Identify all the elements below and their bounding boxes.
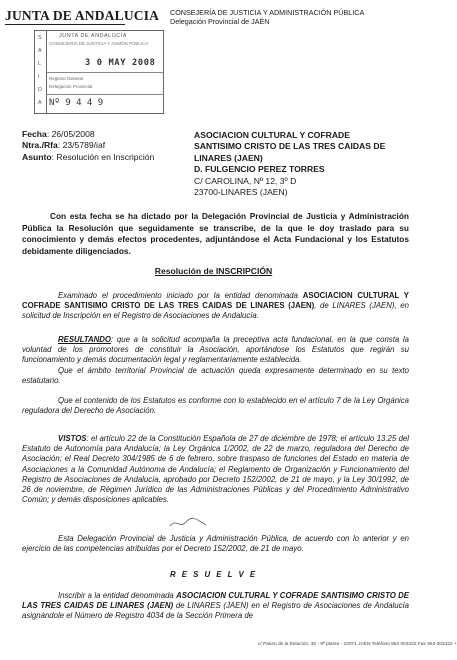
- fecha-label: Fecha: [22, 129, 47, 139]
- recipient-street: C/ CAROLINA, Nº 12, 3º D: [194, 175, 297, 186]
- asunto-value: : Resolución en Inscripción: [51, 151, 155, 162]
- delegacion-name: Delegación Provincial de JAÉN: [170, 16, 270, 26]
- paragraph-vistos: [22, 434, 409, 505]
- recipient-name: D. FULGENCIO PEREZ TORRES: [194, 164, 325, 175]
- recipient-line: SANTISIMO CRISTO DE LAS TRES CAIDAS DE: [194, 141, 386, 152]
- document-meta: [22, 129, 154, 163]
- intro-paragraph: Con esta fecha se ha dictado por la Delegación Provincial de Justicia y Administración Pública la Resolución que seguidamente se transcribe, de la que le doy traslado para su conocimiento y demás efectos procedentes, adjuntándose el Acta Fundacional y los Estatutos debidamente diligenciados.: [22, 211, 409, 256]
- stamp-divider: [46, 94, 163, 95]
- footer-address: c/ Paseo de la Estación, 30 - 9ª planta - 23071 JAÉN Teléfono 953 003432 Fax 953 003432 +: [258, 642, 457, 647]
- vistos-label: VISTOS: [58, 434, 87, 443]
- paragraph-ambito: Que el ámbito territorial Provincial de actuación queda expresamente determinado en su texto estatutario.: [22, 366, 409, 386]
- registro-stamp: [34, 30, 164, 114]
- p7-text-end: de LINARES (JAEN) en el Registro de Asociaciones de Andalucía asignándole el Número de Registro 4034 de la Sección Primera de: [22, 601, 409, 621]
- resuelve-heading: R E S U E L V E: [169, 570, 258, 579]
- stamp-date: 3 0 MAY 2008: [85, 58, 156, 68]
- resultando-text: : que a la solicitud acompaña la preceptiva acta fundacional, en la que consta la voluntad de los promotores de constituir la Asociación, aportándose los Estatutos que regirán su funcionamiento y demás documentación legal y reglamentariamente establecida.: [22, 335, 409, 365]
- stamp-registro-general: Registro General: [49, 76, 84, 81]
- stamp-letter: S: [38, 35, 42, 41]
- junta-logo: JUNTA DE ANDALUCIA: [5, 8, 160, 23]
- vistos-text: : el artículo 22 de la Constitución Española de 27 de diciembre de 1978; el artículo 13.25 del Estatuto de Autonomía para Andalucía; la Ley Orgánica 1/2002, de 22 de marzo, reguladora del Derecho de Asociación; el Real Decreto 304/1985 de 6 de febrero, sobre traspaso de funciones del Estado en materia de Asociaciones a la Comunidad Autónoma de Andalucía; el Reglamento de Organización y Funcionamiento del Registro de Asociaciones de Andalucía, aprobado por Decreto 152/2002, de 21 de mayo, y la Ley 30/1992, de 26 de noviembre, de Régimen Jurídico de las Administraciones Públicas y del Procedimiento Administrativo Común; y demás disposiciones aplicables.: [22, 434, 409, 505]
- stamp-divider: [46, 72, 163, 73]
- signature-scribble-icon: [168, 516, 208, 530]
- resultando-label: RESULTANDO: [58, 335, 111, 344]
- stamp-letter: L: [38, 61, 42, 67]
- stamp-letter: A: [38, 100, 42, 106]
- paragraph-contenido: Que el contenido de los Estatutos es conforme con lo establecido en el artículo 7 de la Ley Orgánica reguladora del Derecho de Asociación.: [22, 396, 409, 416]
- stamp-top-text: JUNTA DE ANDALUCIA: [59, 33, 127, 39]
- recipient-line: LINARES (JAEN): [194, 152, 263, 163]
- paragraph-delegacion: Esta Delegación Provincial de Justicia y Administración Pública, de acuerdo con lo anterior y en ejercicio de las competencias atribuidas por el Decreto 152/2002, de 21 de mayo.: [22, 534, 409, 554]
- recipient-line: ASOCIACION CULTURAL Y COFRADE: [194, 130, 350, 140]
- fecha-value: : 26/05/2008: [46, 129, 95, 139]
- stamp-number: Nº 9 4 4 9: [49, 98, 104, 108]
- header-consejeria: [170, 9, 364, 26]
- consejeria-name: CONSEJERÍA DE JUSTICIA Y ADMINISTRACIÓN PÚBLICA: [170, 8, 365, 17]
- logo-rule: [5, 24, 125, 25]
- resolution-title: Resolución de INSCRIPCIÓN: [154, 266, 273, 276]
- paragraph-inscribir: [22, 591, 409, 622]
- stamp-letter: A: [38, 48, 42, 54]
- stamp-registro-delegacion: Delegación Provincial: [49, 84, 93, 89]
- recipient-city: 23700-LINARES (JAEN): [194, 187, 288, 198]
- ref-value: : 23/5789/iaf: [57, 140, 106, 151]
- asunto-label: Asunto: [22, 151, 52, 162]
- stamp-letter: I: [38, 74, 40, 80]
- p1-text: Examinado el procedimiento iniciado por la entidad denominada: [58, 291, 303, 300]
- p7-entity: ASOCIACION CULTURAL Y COFRADE SANTISIMO CRISTO DE LAS TRES CAIDAS DE LINARES (JAEN): [22, 591, 410, 611]
- p7-text: Inscribir a la entidad denominada: [58, 591, 177, 600]
- paragraph-resultando: [22, 335, 409, 366]
- p1-entity: ASOCIACION CULTURAL Y COFRADE SANTISIMO CRISTO DE LAS TRES CAIDAS DE LINARES (JAEN): [22, 291, 409, 311]
- stamp-letter: D: [38, 87, 42, 93]
- ref-label: Ntra./Rfa: [22, 140, 58, 151]
- recipient-address: [194, 130, 385, 198]
- stamp-sub-text: CONSEJERÍA DE JUSTICIA Y ADMÓN PÚBLICA: [49, 41, 149, 46]
- paragraph-examinado: [22, 291, 409, 322]
- p1-text-end: , de LINARES (JAEN), en solicitud de Inscripción en el Registro de Asociaciones de Andalucía.: [22, 301, 409, 321]
